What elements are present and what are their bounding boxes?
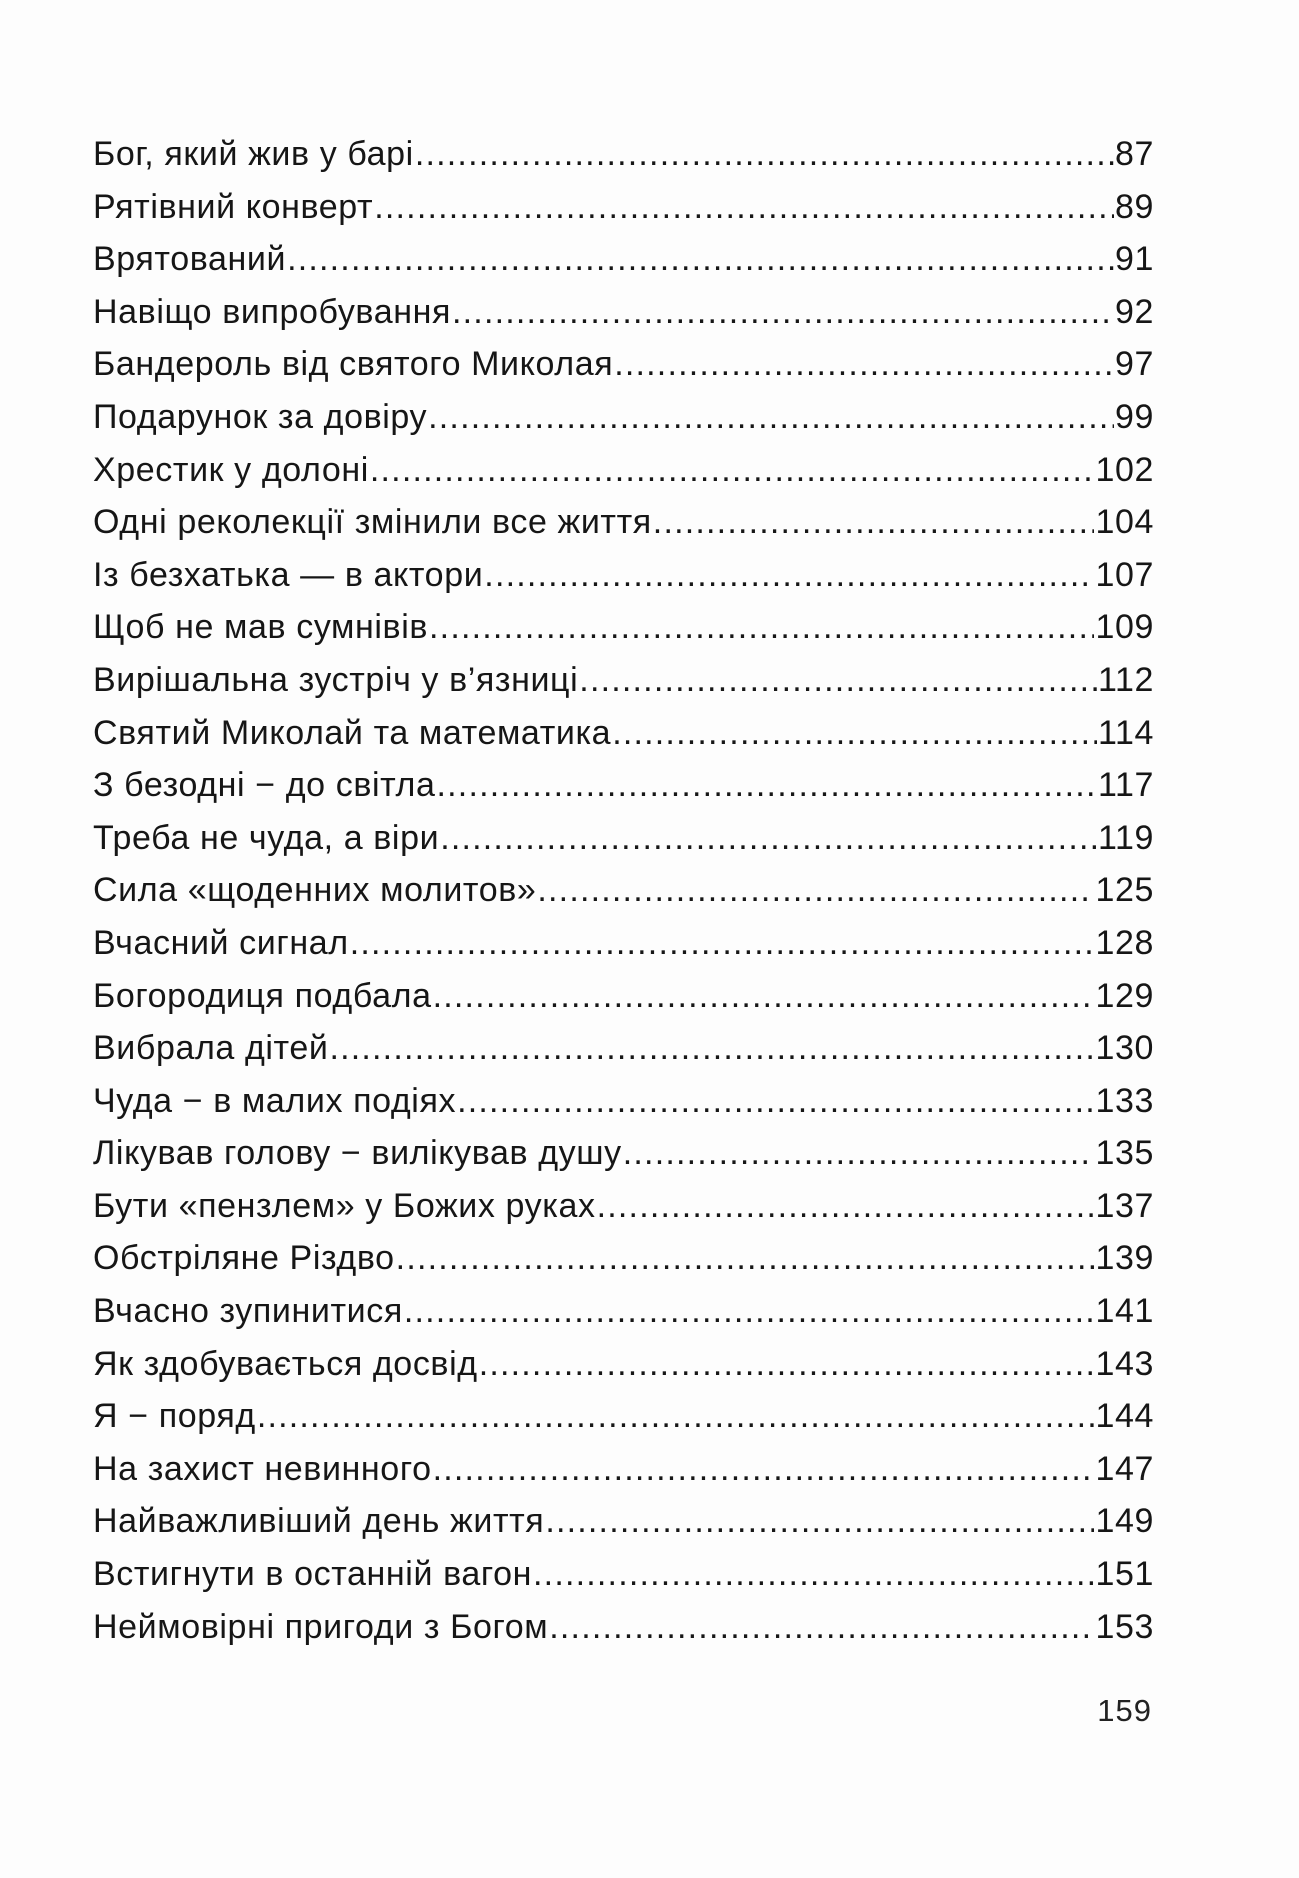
toc-entry xyxy=(93,601,1154,654)
toc-entry xyxy=(93,1443,1154,1496)
toc-dot-leader xyxy=(612,707,1097,760)
toc-entry-title: Вчасно зупинитися xyxy=(93,1292,403,1331)
toc-entry-page: 143 xyxy=(1095,1344,1154,1383)
toc-dot-leader xyxy=(479,1338,1095,1391)
toc-entry-page: 141 xyxy=(1095,1292,1154,1331)
toc-dot-leader xyxy=(257,1390,1095,1443)
toc-entry xyxy=(93,233,1154,286)
toc-dot-leader xyxy=(329,1022,1094,1075)
toc-entry xyxy=(93,1338,1154,1391)
toc-entry xyxy=(93,759,1154,812)
toc-entry-title: Подарунок за довіру xyxy=(93,397,428,436)
toc-dot-leader xyxy=(433,1443,1095,1496)
toc-entry-title: З безодні − до світла xyxy=(93,766,436,805)
toc-entry-page: 92 xyxy=(1114,292,1154,331)
toc-entry xyxy=(93,1285,1154,1338)
toc-entry-title: Найважливіший день життя xyxy=(93,1502,545,1541)
toc-entry-page: 125 xyxy=(1095,871,1154,910)
toc-entry xyxy=(93,1180,1154,1233)
toc-entry-page: 135 xyxy=(1095,1134,1154,1173)
toc-entry-title: Як здобувається досвід xyxy=(93,1344,478,1383)
toc-entry xyxy=(93,1495,1154,1548)
toc-entry-title: Богородиця подбала xyxy=(93,976,432,1015)
toc-entry-title: Бути «пензлем» у Божих руках xyxy=(93,1186,596,1225)
toc-entry xyxy=(93,128,1154,181)
toc-dot-leader xyxy=(404,1285,1095,1338)
toc-entry-page: 137 xyxy=(1095,1186,1154,1225)
toc-entry-page: 119 xyxy=(1097,818,1154,857)
toc-dot-leader xyxy=(623,1127,1095,1180)
toc-entry-page: 91 xyxy=(1114,240,1154,279)
toc-entry-page: 144 xyxy=(1095,1397,1154,1436)
toc-entry xyxy=(93,286,1154,339)
toc-dot-leader xyxy=(597,1180,1095,1233)
toc-dot-leader xyxy=(457,1075,1094,1128)
toc-entry xyxy=(93,391,1154,444)
toc-entry-title: Вибрала дітей xyxy=(93,1029,329,1068)
toc-dot-leader xyxy=(549,1601,1094,1654)
toc-dot-leader xyxy=(374,181,1114,234)
toc-entry xyxy=(93,1232,1154,1285)
toc-dot-leader xyxy=(452,286,1114,339)
table-of-contents xyxy=(93,128,1154,1653)
toc-entry-title: Лікував голову − вилікував душу xyxy=(93,1134,622,1173)
toc-entry-page: 87 xyxy=(1114,135,1154,173)
toc-entry-title: Бог, який жив у барі xyxy=(93,135,414,173)
page-number: 159 xyxy=(1097,1693,1152,1728)
toc-dot-leader xyxy=(429,601,1094,654)
toc-entry-page: 151 xyxy=(1095,1555,1154,1594)
toc-dot-leader xyxy=(350,917,1095,970)
toc-entry xyxy=(93,1601,1154,1654)
toc-dot-leader xyxy=(437,759,1097,812)
toc-entry-title: Вирішальна зустріч у в’язниці xyxy=(93,660,579,699)
toc-entry xyxy=(93,864,1154,917)
toc-entry-title: Я − поряд xyxy=(93,1397,256,1436)
toc-entry-page: 107 xyxy=(1095,555,1154,594)
toc-entry-title: Встигнути в останній вагон xyxy=(93,1555,533,1594)
toc-entry-title: Рятівний конверт xyxy=(93,187,374,226)
toc-entry xyxy=(93,970,1154,1023)
toc-dot-leader xyxy=(579,654,1097,707)
toc-entry-page: 149 xyxy=(1095,1502,1154,1541)
toc-dot-leader xyxy=(287,233,1114,286)
toc-entry-page: 153 xyxy=(1095,1607,1154,1646)
toc-entry xyxy=(93,707,1154,760)
toc-dot-leader xyxy=(396,1232,1095,1285)
toc-entry-title: Чуда − в малих подіях xyxy=(93,1081,457,1120)
toc-dot-leader xyxy=(537,864,1094,917)
toc-entry-page: 112 xyxy=(1097,660,1154,699)
toc-entry-title: Щоб не мав сумнівів xyxy=(93,608,429,647)
toc-dot-leader xyxy=(484,549,1094,602)
toc-entry-page: 133 xyxy=(1095,1081,1154,1120)
toc-entry-page: 102 xyxy=(1095,450,1154,489)
toc-entry-title: Сила «щоденних молитов» xyxy=(93,871,537,910)
toc-dot-leader xyxy=(440,812,1097,865)
toc-entry-page: 99 xyxy=(1114,397,1154,436)
toc-dot-leader xyxy=(533,1548,1094,1601)
toc-entry-page: 117 xyxy=(1097,766,1154,805)
toc-entry xyxy=(93,1075,1154,1128)
toc-entry xyxy=(93,1390,1154,1443)
toc-entry-title: Із безхатька — в актори xyxy=(93,555,484,594)
toc-entry-title: Одні реколекції змінили все життя xyxy=(93,503,652,542)
toc-entry-page: 89 xyxy=(1114,187,1154,226)
toc-dot-leader xyxy=(428,391,1114,444)
toc-entry xyxy=(93,181,1154,234)
toc-entry xyxy=(93,1548,1154,1601)
toc-entry-title: Вчасний сигнал xyxy=(93,923,349,962)
toc-entry xyxy=(93,338,1154,391)
toc-entry xyxy=(93,549,1154,602)
toc-entry-page: 128 xyxy=(1095,923,1154,962)
toc-dot-leader xyxy=(614,338,1114,391)
toc-entry xyxy=(93,812,1154,865)
toc-entry-page: 104 xyxy=(1095,503,1154,542)
toc-entry-title: Хрестик у долоні xyxy=(93,450,369,489)
toc-entry xyxy=(93,917,1154,970)
toc-entry-title: Навіщо випробування xyxy=(93,292,451,331)
toc-entry-title: Бандероль від святого Миколая xyxy=(93,345,614,384)
toc-entry xyxy=(93,654,1154,707)
toc-entry xyxy=(93,1022,1154,1075)
toc-entry-page: 130 xyxy=(1095,1029,1154,1068)
toc-entry-page: 97 xyxy=(1114,345,1154,384)
toc-entry-title: Врятований xyxy=(93,240,287,279)
toc-entry-page: 129 xyxy=(1095,976,1154,1015)
toc-entry-title: Неймовірні пригоди з Богом xyxy=(93,1607,549,1646)
toc-dot-leader xyxy=(433,970,1095,1023)
toc-entry-title: На захист невинного xyxy=(93,1449,432,1488)
toc-entry-page: 114 xyxy=(1097,713,1154,752)
toc-dot-leader xyxy=(653,496,1095,549)
toc-entry-title: Треба не чуда, а віри xyxy=(93,818,440,857)
toc-entry-page: 139 xyxy=(1095,1239,1154,1278)
toc-dot-leader xyxy=(415,128,1114,181)
toc-entry-title: Обстріляне Різдво xyxy=(93,1239,395,1278)
toc-dot-leader xyxy=(370,444,1095,497)
toc-entry xyxy=(93,444,1154,497)
toc-entry-page: 109 xyxy=(1095,608,1154,647)
toc-dot-leader xyxy=(545,1495,1094,1548)
toc-entry xyxy=(93,496,1154,549)
toc-entry-page: 147 xyxy=(1095,1449,1154,1488)
toc-entry-title: Святий Миколай та математика xyxy=(93,713,612,752)
toc-entry xyxy=(93,1127,1154,1180)
